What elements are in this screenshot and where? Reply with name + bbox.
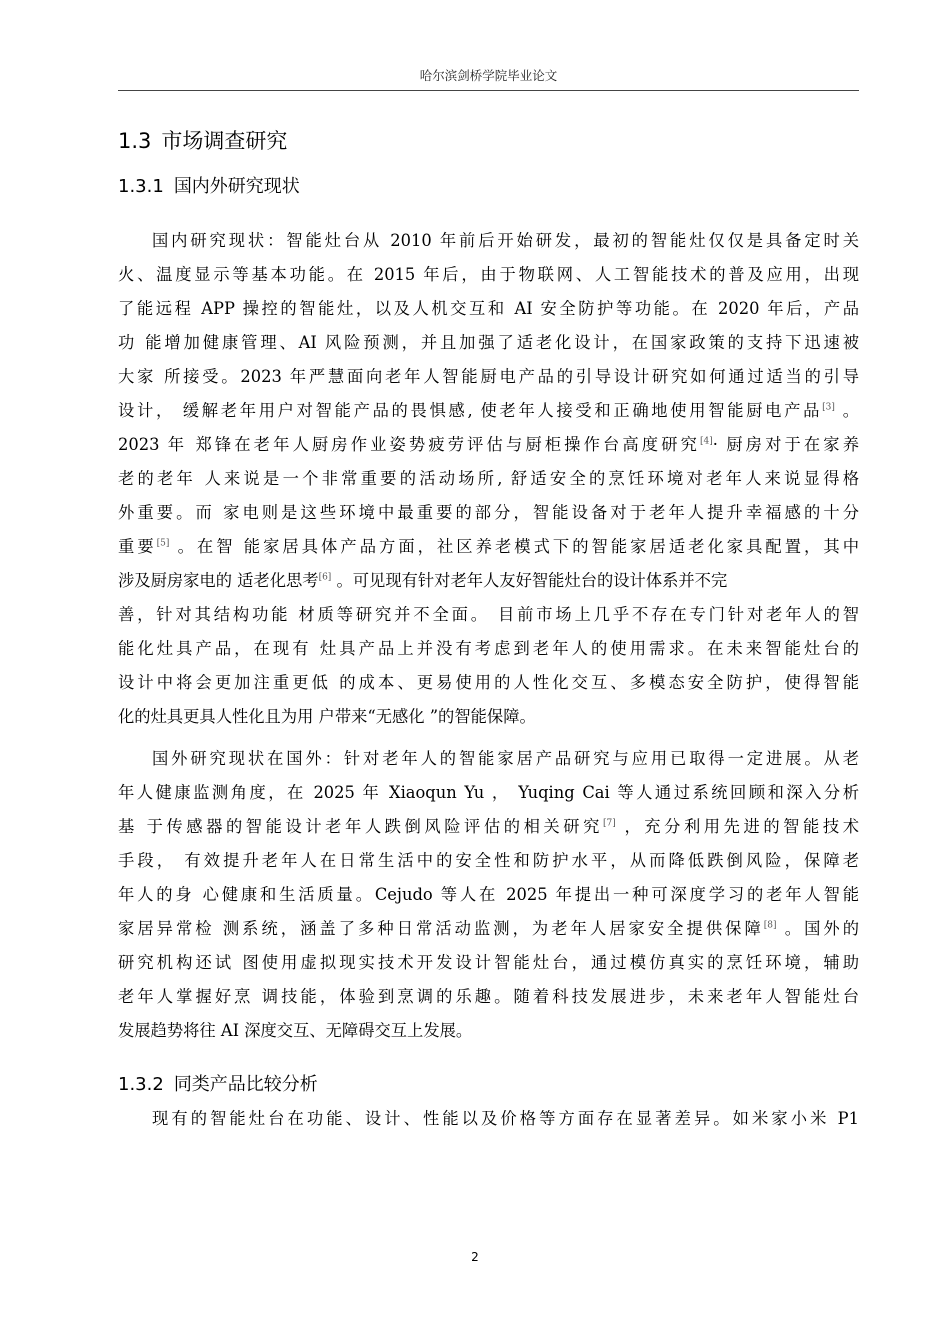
- citation-marker: [4]: [700, 436, 713, 447]
- header-divider: [118, 90, 859, 91]
- paragraph-line: 研究机构还试 图使用虚拟现实技术开发设计智能灶台，通过模仿真实的烹饪环境，辅助: [118, 953, 859, 972]
- paragraph-line: 善，针对其结构功能 材质等研究并不全面。 目前市场上几乎不存在专门针对老年人的智: [118, 605, 859, 624]
- citation-marker: [8]: [763, 920, 777, 931]
- subsection-number: 1.3.2: [118, 1074, 164, 1095]
- paragraph-line: 现有的智能灶台在功能、设计、性能以及价格等方面存在显著差异。如米家小米 P1: [152, 1109, 859, 1128]
- paragraph-line: 年人健康监测角度，在 2025 年 Xiaoqun Yu ， Yuqing Cai 等人通过系统回顾和深入分析: [118, 783, 859, 802]
- subsection-title: 国内外研究现状: [173, 176, 300, 197]
- paragraph-line: 设计中将会更加注重更低 的成本、更易使用的人性化交互、多模态安全防护，使得智能: [118, 673, 859, 692]
- page-number: 2: [471, 1250, 479, 1264]
- paragraph-line: 涉及厨房家电的 适老化思考[6] 。可见现有针对老年人友好智能灶台的设计体系并不完: [118, 571, 728, 590]
- paragraph-line: 老的老年 人来说是一个非常重要的活动场所, 舒适安全的烹饪环境对老年人来说显得格: [118, 469, 859, 488]
- subsection-heading: [118, 174, 300, 202]
- paragraph-line: 年人的身 心健康和生活质量。Cejudo 等人在 2025 年提出一种可深度学习的老年人智能: [118, 885, 859, 904]
- paragraph-line: 基 于传感器的智能设计老年人跌倒风险评估的相关研究[7] ，充分利用先进的智能技术: [118, 817, 859, 836]
- paragraph-line: 老年人掌握好烹 调技能，体验到烹调的乐趣。随着科技发展进步，未来老年人智能灶台: [118, 987, 859, 1006]
- paragraph-line: 国内研究现状：智能灶台从 2010 年前后开始研发，最初的智能灶仅仅是具备定时关: [152, 231, 859, 250]
- citation-marker: [5]: [156, 538, 170, 549]
- subsection-number: 1.3.1: [118, 176, 164, 197]
- paragraph-line: 化的灶具更具人性化且为用 户带来“无感化 ”的智能保障。: [118, 707, 536, 726]
- paragraph-line: 手段， 有效提升老年人在日常生活中的安全性和防护水平，从而降低跌倒风险，保障老: [118, 851, 859, 870]
- paragraph-line: 家居异常检 测系统，涵盖了多种日常活动监测，为老年人居家安全提供保障[8] 。国外的: [118, 919, 859, 938]
- paragraph-line: 设计， 缓解老年用户对智能产品的畏惧感, 使老年人接受和正确地使用智能厨电产品[3] 。: [118, 401, 859, 420]
- page-header-title: 哈尔滨剑桥学院毕业论文: [419, 68, 558, 83]
- paragraph-line: 火、温度显示等基本功能。在 2015 年后，由于物联网、人工智能技术的普及应用，出现: [118, 265, 859, 284]
- citation-marker: [6]: [318, 572, 332, 583]
- section-title: 市场调查研究: [161, 129, 288, 153]
- section-heading: [118, 126, 287, 158]
- paragraph-line: 功 能增加健康管理、AI 风险预测，并且加强了适老化设计，在国家政策的支持下迅速被: [118, 333, 859, 352]
- paragraph-line: 2023 年 郑锋在老年人厨房作业姿势疲劳评估与厨柜操作台高度研究[4]· 厨房对于在家养: [118, 435, 859, 454]
- paragraph-line: 能化灶具产品，在现有 灶具产品上并没有考虑到老年人的使用需求。在未来智能灶台的: [118, 639, 859, 658]
- citation-marker: [3]: [822, 402, 835, 413]
- section-number: 1.3: [118, 129, 152, 153]
- paragraph-line: 大家 所接受。2023 年严慧面向老年人智能厨电产品的引导设计研究如何通过适当的引导: [118, 367, 859, 386]
- citation-marker: [7]: [602, 818, 616, 829]
- subsection-title: 同类产品比较分析: [173, 1074, 318, 1095]
- subsection-heading: [118, 1072, 318, 1100]
- paragraph-line: 国外研究现状在国外：针对老年人的智能家居产品研究与应用已取得一定进展。从老: [152, 749, 859, 768]
- paragraph-line: 发展趋势将往 AI 深度交互、无障碍交互上发展。: [118, 1021, 473, 1040]
- paragraph-line: 了能远程 APP 操控的智能灶，以及人机交互和 AI 安全防护等功能。在 2020 年后，产品: [118, 299, 859, 318]
- paragraph-line: 外重要。而 家电则是这些环境中最重要的部分，智能设备对于老年人提升幸福感的十分: [118, 503, 859, 522]
- paragraph-line: 重要[5] 。在智 能家居具体产品方面，社区养老模式下的智能家居适老化家具配置，其中: [118, 537, 859, 556]
